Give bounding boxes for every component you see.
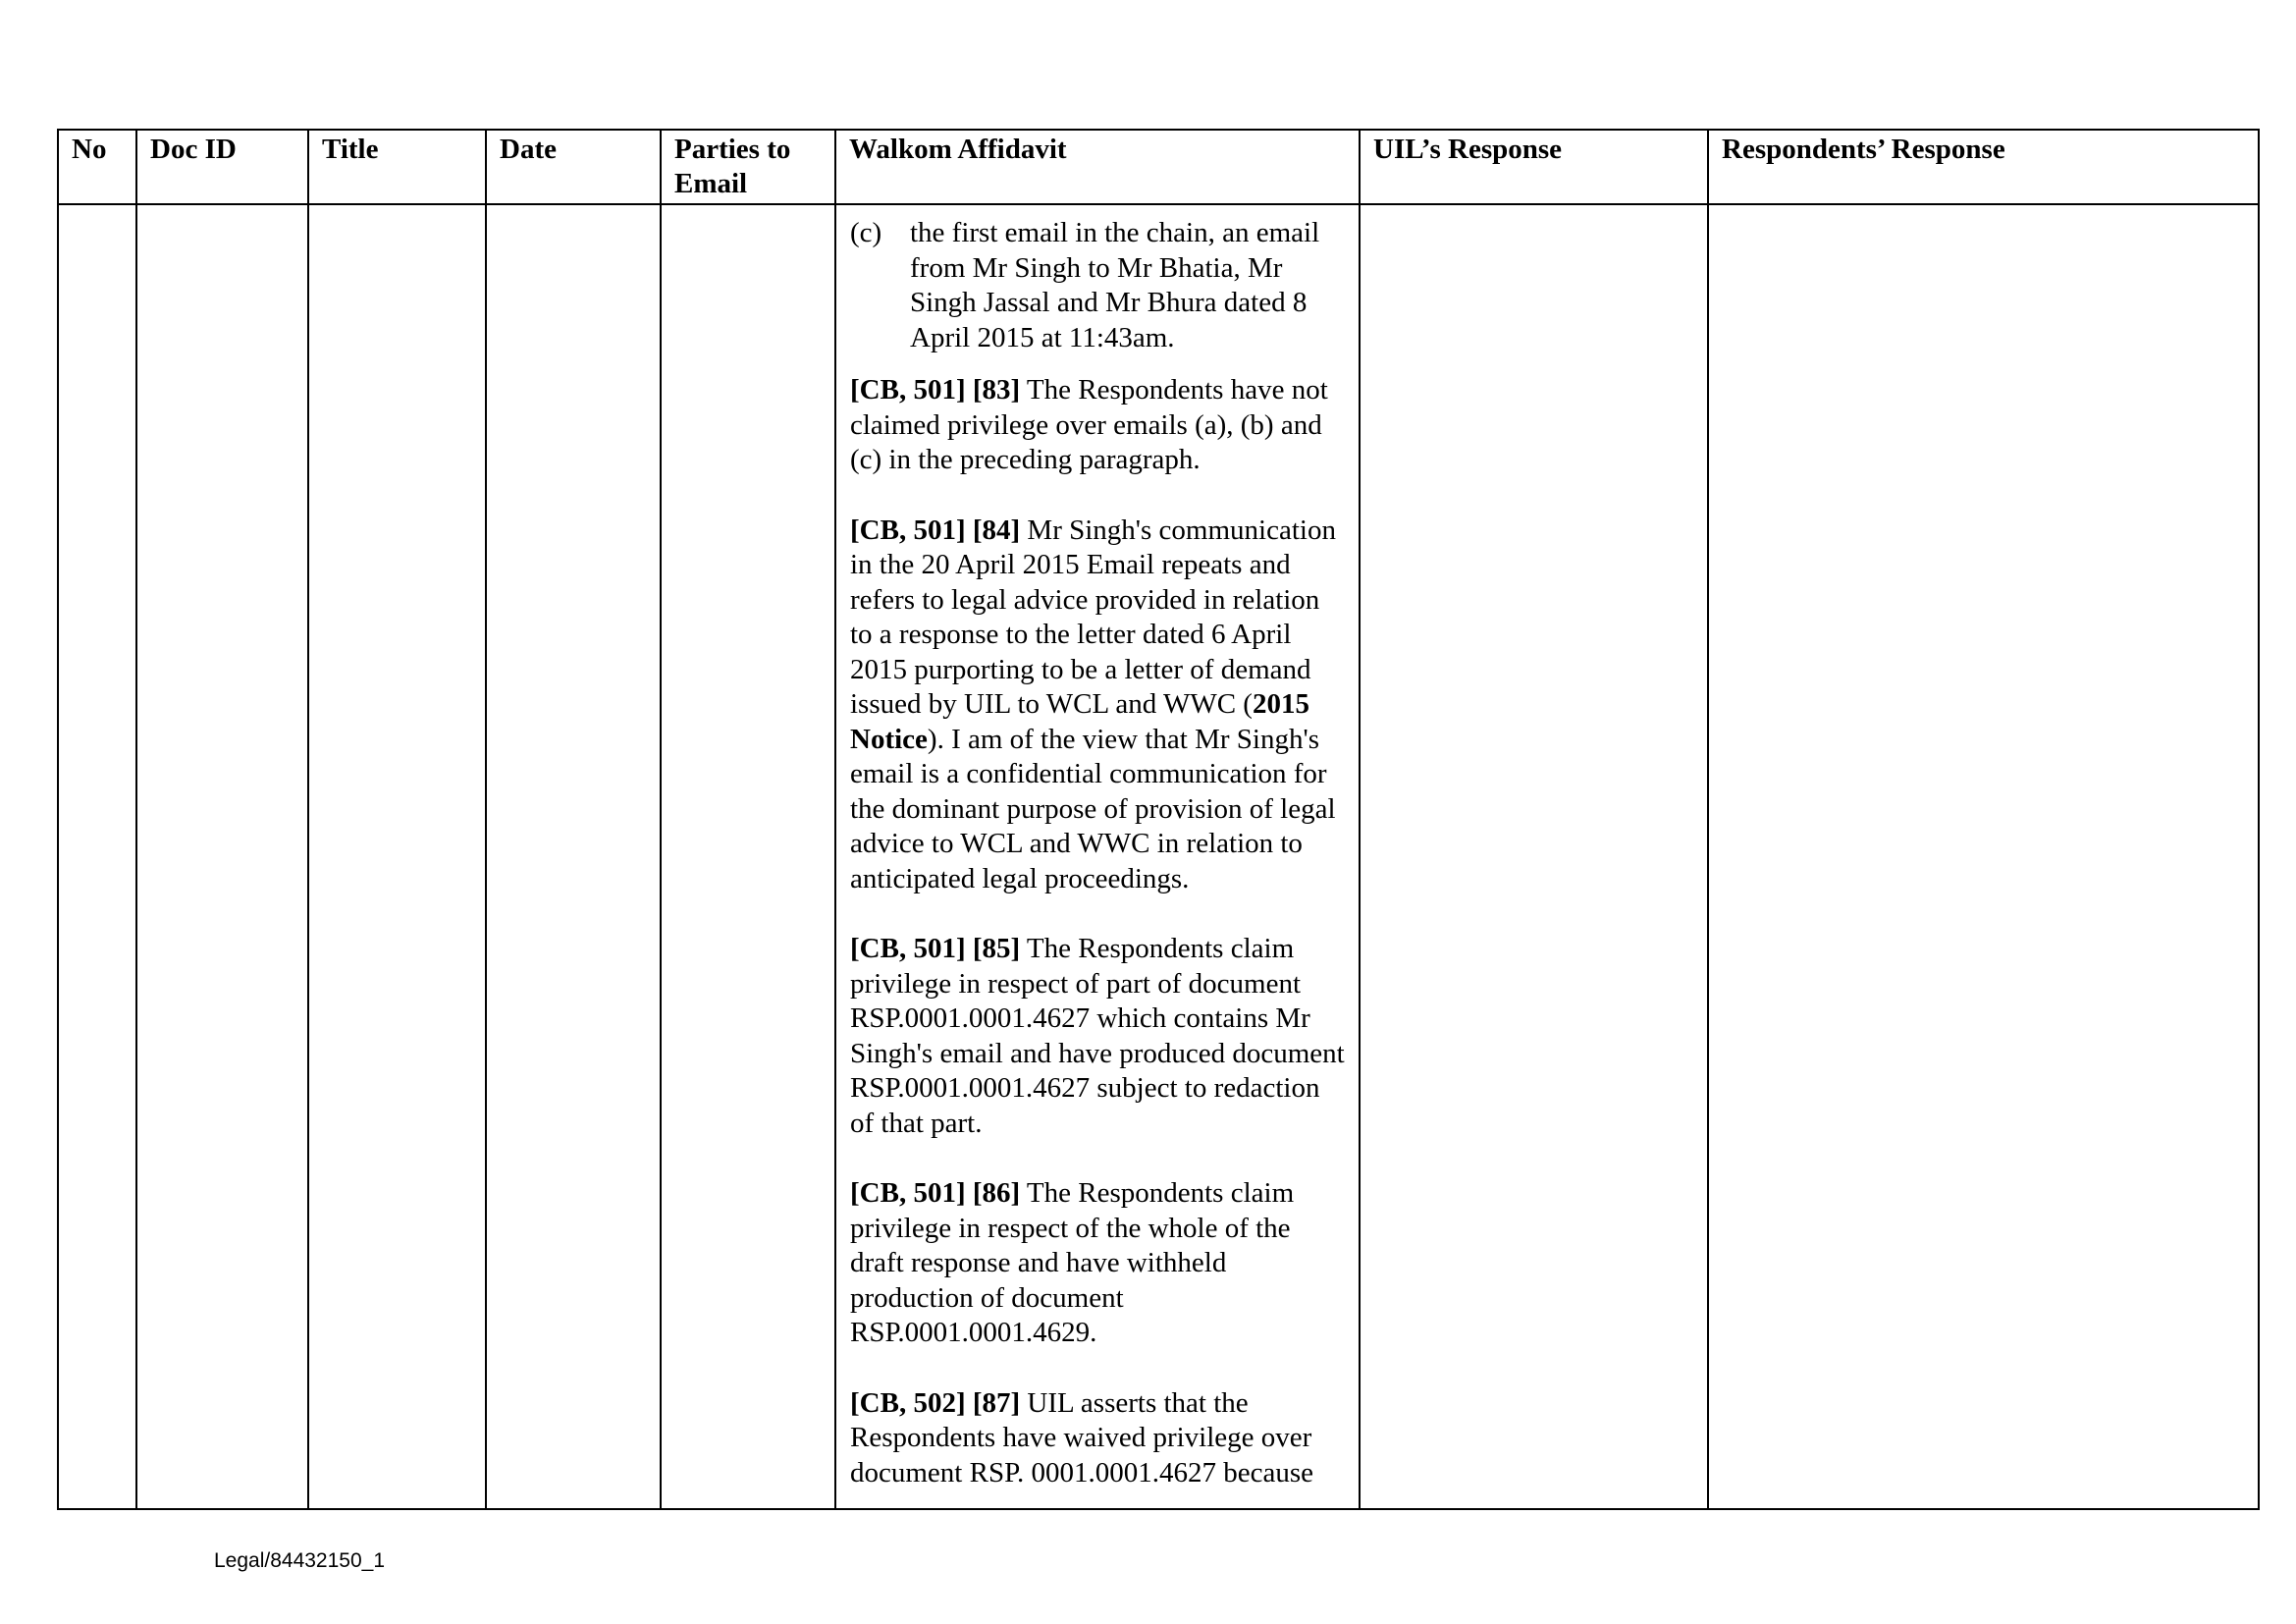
cell-uil-response bbox=[1360, 204, 1708, 1509]
header-uil-response: UIL’s Response bbox=[1360, 130, 1708, 204]
paragraph-83-text: The Respondents have not claimed privilege over emails (a), (b) and (c) in the preceding paragraph. bbox=[850, 374, 1328, 475]
header-title: Title bbox=[308, 130, 486, 204]
privilege-schedule-table bbox=[57, 129, 2260, 1510]
paragraph-87 bbox=[850, 1386, 1346, 1491]
header-walkom-affidavit: Walkom Affidavit bbox=[835, 130, 1360, 204]
cell-date bbox=[486, 204, 661, 1509]
affidavit-item-c bbox=[850, 216, 1346, 355]
paragraph-83 bbox=[850, 373, 1346, 478]
paragraph-84 bbox=[850, 514, 1346, 897]
paragraph-86-ref: [CB, 501] [86] bbox=[850, 1177, 1021, 1209]
header-date: Date bbox=[486, 130, 661, 204]
paragraph-86 bbox=[850, 1176, 1346, 1351]
paragraph-84-ref: [CB, 501] [84] bbox=[850, 514, 1021, 546]
cell-no bbox=[58, 204, 136, 1509]
paragraph-86-text: The Respondents claim privilege in respect of the whole of the draft response and have withheld production of document RSP.0001.0001.4629. bbox=[850, 1177, 1295, 1348]
paragraph-85 bbox=[850, 932, 1346, 1141]
document-reference-footer: Legal/84432150_1 bbox=[214, 1549, 386, 1572]
item-c-text: the first email in the chain, an email from Mr Singh to Mr Bhatia, Mr Singh Jassal and Mr Bhura dated 8 April 2015 at 11:43am. bbox=[910, 217, 1320, 353]
paragraph-83-ref: [CB, 501] [83] bbox=[850, 374, 1021, 406]
table-header-row bbox=[58, 130, 2259, 204]
paragraph-85-text: The Respondents claim privilege in respect of part of document RSP.0001.0001.4627 which contains Mr Singh's email and have produced document RSP.0001.0001.4627 subject to redaction of that part. bbox=[850, 933, 1345, 1139]
paragraph-84-text: Mr Singh's communication in the 20 April 2015 Email repeats and refers to legal advice provided in relation to a response to the letter dated 6 April 2015 purporting to be a letter of demand issued by UIL to WCL and WWC ( bbox=[850, 514, 1336, 720]
header-respondents-response: Respondents’ Response bbox=[1708, 130, 2259, 204]
header-no: No bbox=[58, 130, 136, 204]
header-parties-to-email: Parties to Email bbox=[661, 130, 835, 204]
paragraph-87-text: UIL asserts that the Respondents have waived privilege over document RSP. 0001.0001.4627 because bbox=[850, 1386, 1314, 1489]
item-c-label: (c) bbox=[850, 217, 882, 248]
cell-respondents-response bbox=[1708, 204, 2259, 1509]
cell-title bbox=[308, 204, 486, 1509]
defined-term-2015-notice: 2015 Notice bbox=[850, 688, 1309, 755]
paragraph-85-ref: [CB, 501] [85] bbox=[850, 933, 1021, 964]
header-doc-id: Doc ID bbox=[136, 130, 308, 204]
table-row bbox=[58, 204, 2259, 1509]
cell-walkom-affidavit bbox=[835, 204, 1360, 1509]
paragraph-87-ref: [CB, 502] [87] bbox=[850, 1386, 1021, 1419]
cell-doc-id bbox=[136, 204, 308, 1509]
paragraph-84-text-cont: ). I am of the view that Mr Singh's email is a confidential communication for the dominant purpose of provision of legal advice to WCL and WWC in relation to anticipated legal proceedings. bbox=[850, 723, 1336, 894]
cell-parties bbox=[661, 204, 835, 1509]
